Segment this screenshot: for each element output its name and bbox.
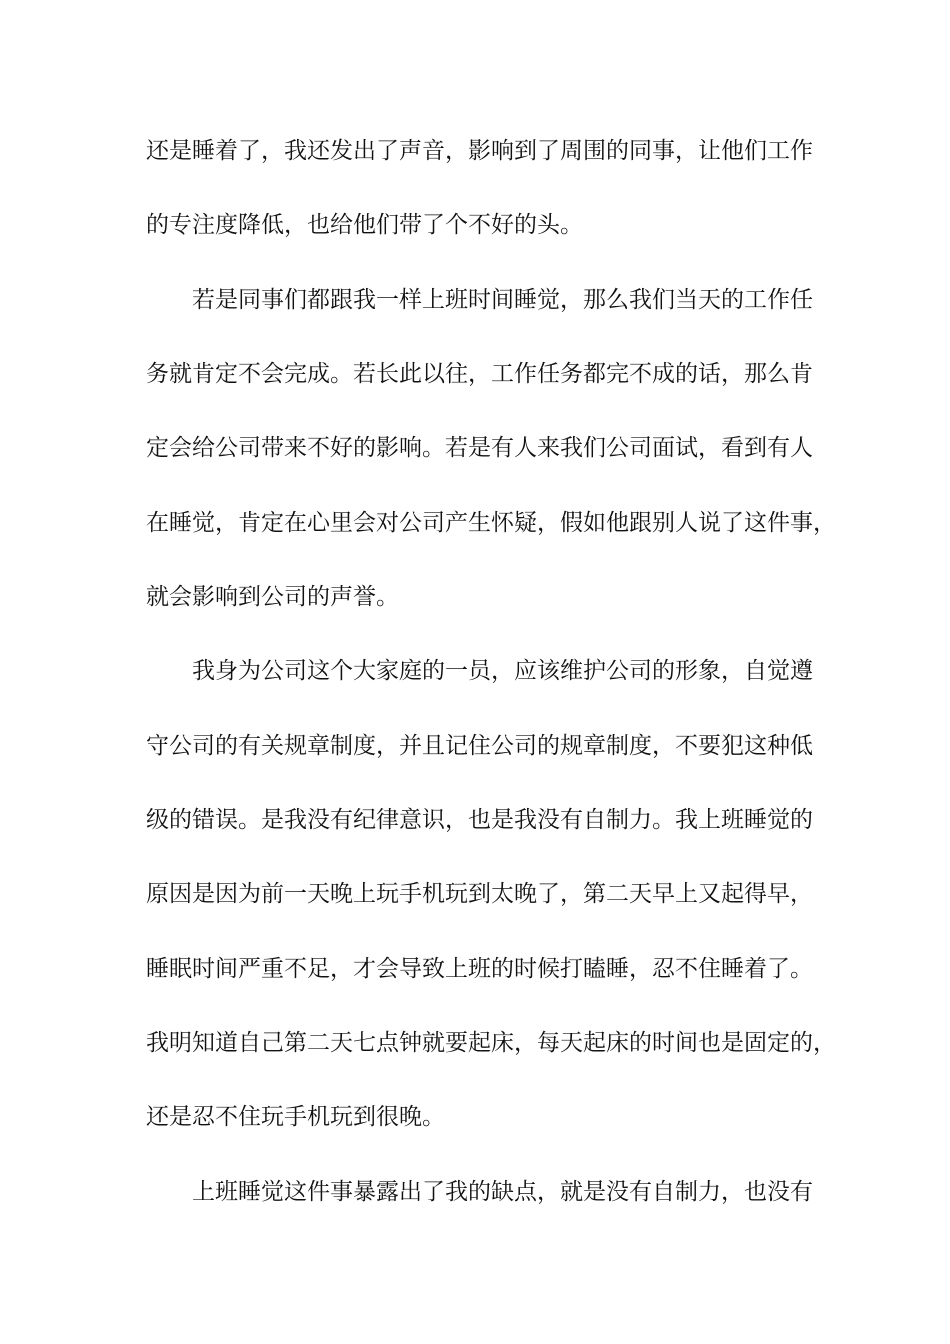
text-line: 原因是因为前一天晚上玩手机玩到太晚了，第二天早上又起得早， bbox=[146, 881, 813, 908]
text-line: 我明知道自己第二天七点钟就要起床，每天起床的时间也是固定的， bbox=[146, 1030, 836, 1057]
text-line: 睡眠时间严重不足，才会导致上班的时候打瞌睡，忍不住睡着了。 bbox=[146, 955, 813, 982]
text-line: 守公司的有关规章制度，并且记住公司的规章制度，不要犯这种低 bbox=[146, 732, 813, 759]
text-line: 就会影响到公司的声誉。 bbox=[146, 584, 399, 611]
text-line: 还是忍不住玩手机玩到很晚。 bbox=[146, 1104, 445, 1131]
text-line: 级的错误。是我没有纪律意识，也是我没有自制力。我上班睡觉的 bbox=[146, 807, 813, 834]
text-line: 在睡觉，肯定在心里会对公司产生怀疑，假如他跟别人说了这件事， bbox=[146, 509, 836, 536]
text-line: 还是睡着了，我还发出了声音，影响到了周围的同事，让他们工作 bbox=[146, 138, 813, 164]
paragraph-start-line: 我身为公司这个大家庭的一员，应该维护公司的形象，自觉遵 bbox=[192, 658, 813, 685]
text-line: 定会给公司带来不好的影响。若是有人来我们公司面试，看到有人 bbox=[146, 435, 813, 462]
text-line: 务就肯定不会完成。若长此以往，工作任务都完不成的话，那么肯 bbox=[146, 361, 813, 388]
text-line: 的专注度降低，也给他们带了个不好的头。 bbox=[146, 212, 583, 239]
paragraph-start-line: 若是同事们都跟我一样上班时间睡觉，那么我们当天的工作任 bbox=[192, 286, 813, 313]
paragraph-start-line: 上班睡觉这件事暴露出了我的缺点，就是没有自制力，也没有 bbox=[192, 1178, 813, 1205]
document-body bbox=[146, 128, 836, 1243]
